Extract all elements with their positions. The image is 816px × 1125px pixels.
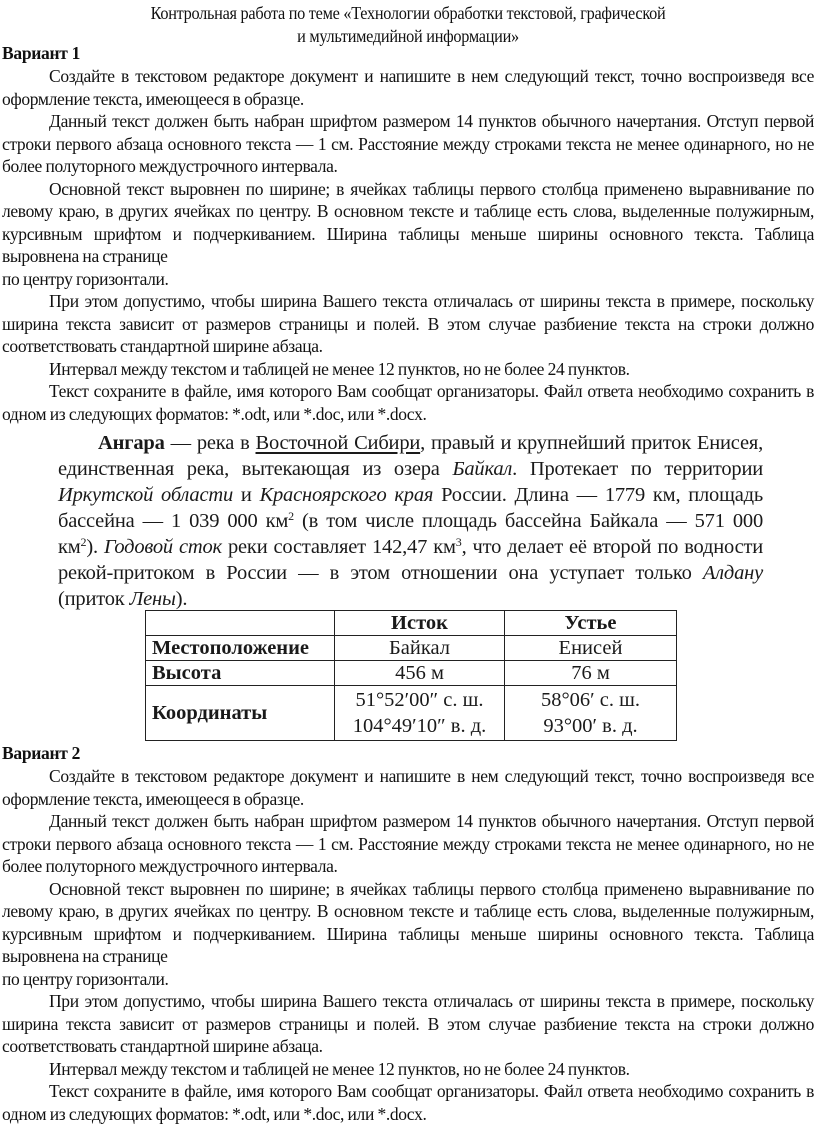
text-run: . Протекает по территории	[512, 458, 764, 480]
text-run: и	[233, 484, 260, 506]
title-line-1: Контрольная работа по теме «Технологии обработки текстовой, графической	[150, 3, 666, 23]
text-run: — река в	[164, 432, 256, 454]
variant-1-heading: Вариант 1	[2, 43, 81, 63]
river-data-table	[145, 610, 677, 741]
text-run: реки составляет 142,47 км	[221, 536, 456, 558]
italic-term: Красноярского края	[259, 484, 434, 506]
instruction-paragraph: Интервал между текстом и таблицей не менее 12 пунктов, но не более 24 пунктов.	[49, 1058, 630, 1079]
superscript: 3	[455, 535, 462, 549]
table-row	[146, 636, 677, 661]
italic-term: Лены	[129, 588, 176, 610]
angara-paragraph	[58, 430, 763, 612]
table-header-source: Исток	[335, 611, 505, 636]
text-run: России. Длина — 1779 км, площадь бассейна — 1 039 000 км	[58, 484, 763, 532]
text-run: ).	[175, 588, 188, 610]
cell-source	[335, 686, 505, 741]
table-header-mouth: Устье	[505, 611, 677, 636]
instruction-paragraph: Данный текст должен быть набран шрифтом размером 14 пунктов обычного начертания. Отступ первой строки первого абзаца основного текста — 1 см. Расстояние между строками текста не менее одинарного, но не более полуторного междустрочного интервала.	[2, 111, 814, 176]
variant-2-heading: Вариант 2	[2, 743, 81, 763]
variant-2-section	[0, 742, 816, 1125]
text-run: (приток	[58, 588, 130, 610]
sample-text-image	[58, 430, 763, 612]
instruction-paragraph: Текст сохраните в файле, имя которого Вам сообщат организаторы. Файл ответа необходимо сохранить в одном из следующих форматов: *.odt, или *.doc, или *.docx.	[2, 381, 814, 424]
table-row	[146, 686, 677, 741]
italic-term: Годовой сток	[103, 536, 222, 558]
instruction-paragraph: Основной текст выровнен по ширине; в ячейках таблицы первого столбца применено выравнивание по левому краю, в других ячейках по центру. В основном тексте и таблице есть слова, выделенные полужирным, курсивным шрифтом и подчеркиванием. Ширина таблицы меньше ширины основного текста. Таблица выровнена на странице	[2, 178, 814, 266]
instruction-paragraph: Интервал между текстом и таблицей не менее 12 пунктов, но не более 24 пунктов.	[49, 358, 630, 379]
cell-source: Байкал	[335, 636, 505, 661]
instruction-paragraph: Основной текст выровнен по ширине; в ячейках таблицы первого столбца применено выравнивание по левому краю, в других ячейках по центру. В основном тексте и таблице есть слова, выделенные полужирным, курсивным шрифтом и подчеркиванием. Ширина таблицы меньше ширины основного текста. Таблица выровнена на странице	[2, 878, 814, 966]
cell-mouth: 76 м	[505, 661, 677, 686]
bold-term: Ангара	[98, 432, 165, 454]
superscript: 2	[288, 509, 294, 523]
cell-mouth: Енисей	[505, 636, 677, 661]
title-line-2: и мультимедийной информации»	[297, 26, 519, 46]
mouth-longitude: 93°00′ в. д.	[543, 715, 638, 737]
instruction-paragraph: по центру горизонтали.	[2, 968, 169, 989]
table-header-row	[146, 611, 677, 636]
cell-source: 456 м	[335, 661, 505, 686]
underlined-term: Восточной Сибири	[255, 432, 421, 454]
table-header-empty	[146, 611, 335, 636]
text-run: (в том числе площадь бассейна Байкала — 571 000 км	[58, 510, 763, 558]
instruction-paragraph: Данный текст должен быть набран шрифтом размером 14 пунктов обычного начертания. Отступ первой строки первого абзаца основного текста — 1 см. Расстояние между строками текста не менее одинарного, но не более полуторного междустрочного интервала.	[2, 811, 814, 876]
table-row	[146, 661, 677, 686]
row-label: Координаты	[146, 686, 335, 741]
instruction-paragraph: Текст сохраните в файле, имя которого Вам сообщат организаторы. Файл ответа необходимо сохранить в одном из следующих форматов: *.odt, или *.doc, или *.docx.	[2, 1081, 814, 1124]
text-run: , что делает её второй по водности рекой-притоком в России — в этом отношении она уступает только	[58, 536, 764, 584]
instruction-paragraph: Создайте в текстовом редакторе документ и напишите в нем следующий текст, точно воспроизведя все оформление текста, имеющееся в образце.	[2, 766, 814, 809]
cell-mouth	[505, 686, 677, 741]
mouth-latitude: 58°06′ с. ш.	[540, 689, 641, 711]
italic-term: Алдану	[702, 562, 763, 584]
instruction-paragraph: по центру горизонтали.	[2, 268, 169, 289]
instruction-paragraph: При этом допустимо, чтобы ширина Вашего текста отличалась от ширины текста в примере, поскольку ширина текста зависит от размеров страницы и полей. В этом случае разбиение текста на строки должно соответствовать стандартной ширине абзаца.	[2, 291, 814, 356]
source-latitude: 51°52′00″ с. ш.	[355, 689, 484, 711]
variant-1-instructions	[0, 65, 816, 425]
row-label: Высота	[146, 661, 335, 686]
instruction-paragraph: При этом допустимо, чтобы ширина Вашего текста отличалась от ширины текста в примере, поскольку ширина текста зависит от размеров страницы и полей. В этом случае разбиение текста на строки должно соответствовать стандартной ширине абзаца.	[2, 991, 814, 1056]
variant-1-section	[0, 42, 816, 425]
instruction-paragraph: Создайте в текстовом редакторе документ и напишите в нем следующий текст, точно воспроизведя все оформление текста, имеющееся в образце.	[2, 66, 814, 109]
variant-2-instructions	[0, 765, 816, 1125]
superscript: 2	[80, 535, 87, 549]
text-run: ).	[86, 536, 104, 558]
row-label: Местоположение	[146, 636, 335, 661]
source-longitude: 104°49′10″ в. д.	[352, 715, 487, 737]
italic-term: Иркутской области	[58, 484, 234, 506]
text-run: , правый и крупнейший приток Енисея, единственная река, вытекающая из озера	[58, 432, 763, 480]
italic-term: Байкал	[452, 458, 513, 480]
